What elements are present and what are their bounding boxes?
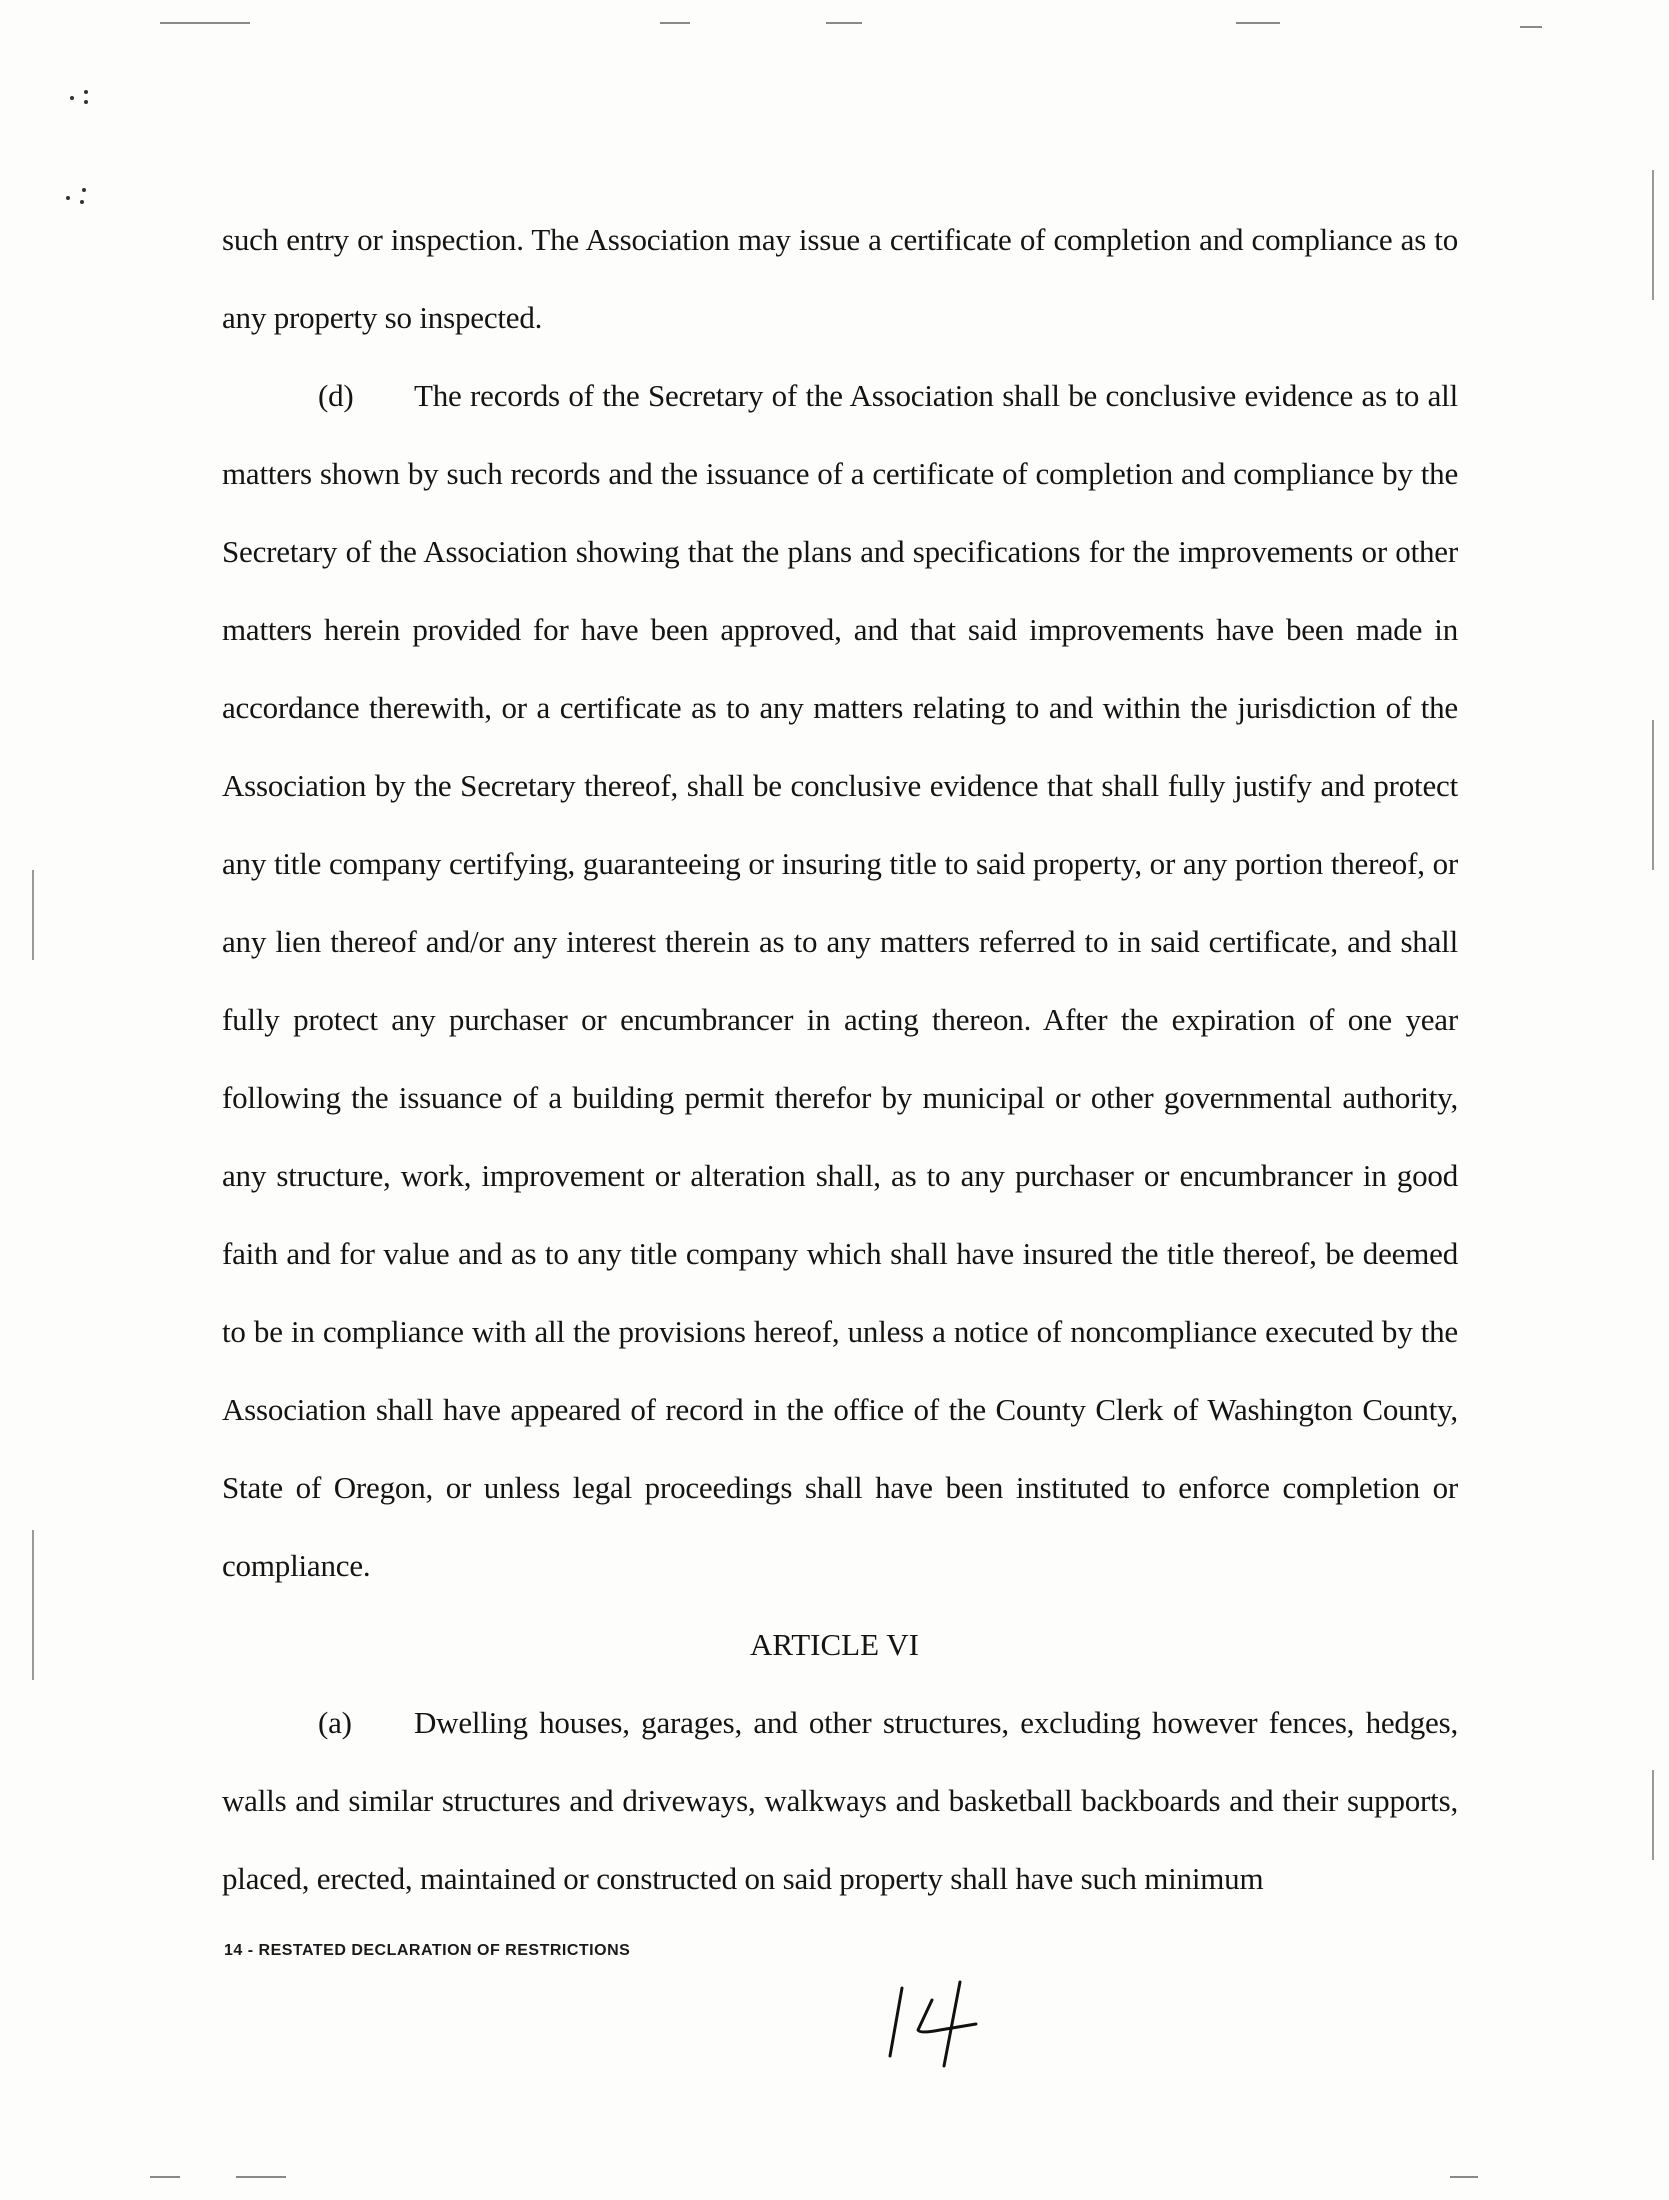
scan-artifact-vline <box>1652 170 1654 300</box>
scan-artifact-dot <box>80 200 84 204</box>
scan-artifact-vline <box>32 870 34 960</box>
handwritten-page-number <box>880 1978 990 2068</box>
scan-artifact-bottom <box>236 2176 286 2178</box>
scan-artifact-vline <box>1652 720 1654 870</box>
page-footer: 14 - RESTATED DECLARATION OF RESTRICTIONS <box>224 1942 631 1959</box>
paragraph-d-label: (d) <box>318 378 354 413</box>
scan-artifact-top <box>160 22 250 24</box>
scan-artifact-top <box>826 22 862 24</box>
scan-artifact-dot <box>84 100 88 104</box>
scan-artifact-vline <box>1652 1770 1654 1860</box>
paragraph-d <box>222 357 1458 1605</box>
paragraph-d-text: The records of the Secretary of the Association shall be conclusive evidence as to all matters shown by such records and the issuance of a certificate of completion and compliance by the Secretary of the Association showing that the plans and specifications for the improvements or other matters herein provided for have been approved, and that said improvements have been made in accordance therewith, or a certificate as to any matters relating to and within the jurisdiction of the Association by the Secretary thereof, shall be conclusive evidence that shall fully justify and protect any title company certifying, guaranteeing or insuring title to said property, or any portion thereof, or any lien thereof and/or any interest therein as to any matters referred to in said certificate, and shall fully protect any purchaser or encumbrancer in acting thereon. After the expiration of one year following the issuance of a building permit therefor by municipal or other governmental authority, any structure, work, improvement or alteration shall, as to any purchaser or encumbrancer in good faith and for value and as to any title company which shall have insured the title thereof, be deemed to be in compliance with all the provisions hereof, unless a notice of noncompliance executed by the Association shall have appeared of record in the office of the County Clerk of Washington County, State of Oregon, or unless legal proceedings shall have been instituted to enforce completion or compliance. <box>222 378 1458 1583</box>
scan-artifact-bottom <box>150 2176 180 2178</box>
scan-artifact-top <box>1520 26 1542 28</box>
paragraph-a-label: (a) <box>318 1705 352 1740</box>
scan-artifact-dot <box>66 196 70 200</box>
scan-artifact-dot <box>84 90 88 94</box>
paragraph-continuation: such entry or inspection. The Association may issue a certificate of completion and compliance as to any property so inspected. <box>222 222 1458 335</box>
paragraph-a-text: Dwelling houses, garages, and other structures, excluding however fences, hedges, walls and similar structures and driveways, walkways and basketball backboards and their supports, placed, erected, maintained or constructed on said property shall have such minimum <box>222 1705 1458 1896</box>
scan-artifact-dot <box>70 96 74 100</box>
scan-artifact-bottom <box>1450 2176 1478 2178</box>
scan-artifact-dot <box>82 188 86 192</box>
scan-artifact-top <box>660 22 690 24</box>
scan-artifact-top <box>1236 22 1280 24</box>
article-heading: ARTICLE VI <box>750 1627 919 1662</box>
paragraph-a <box>222 1684 1458 1918</box>
